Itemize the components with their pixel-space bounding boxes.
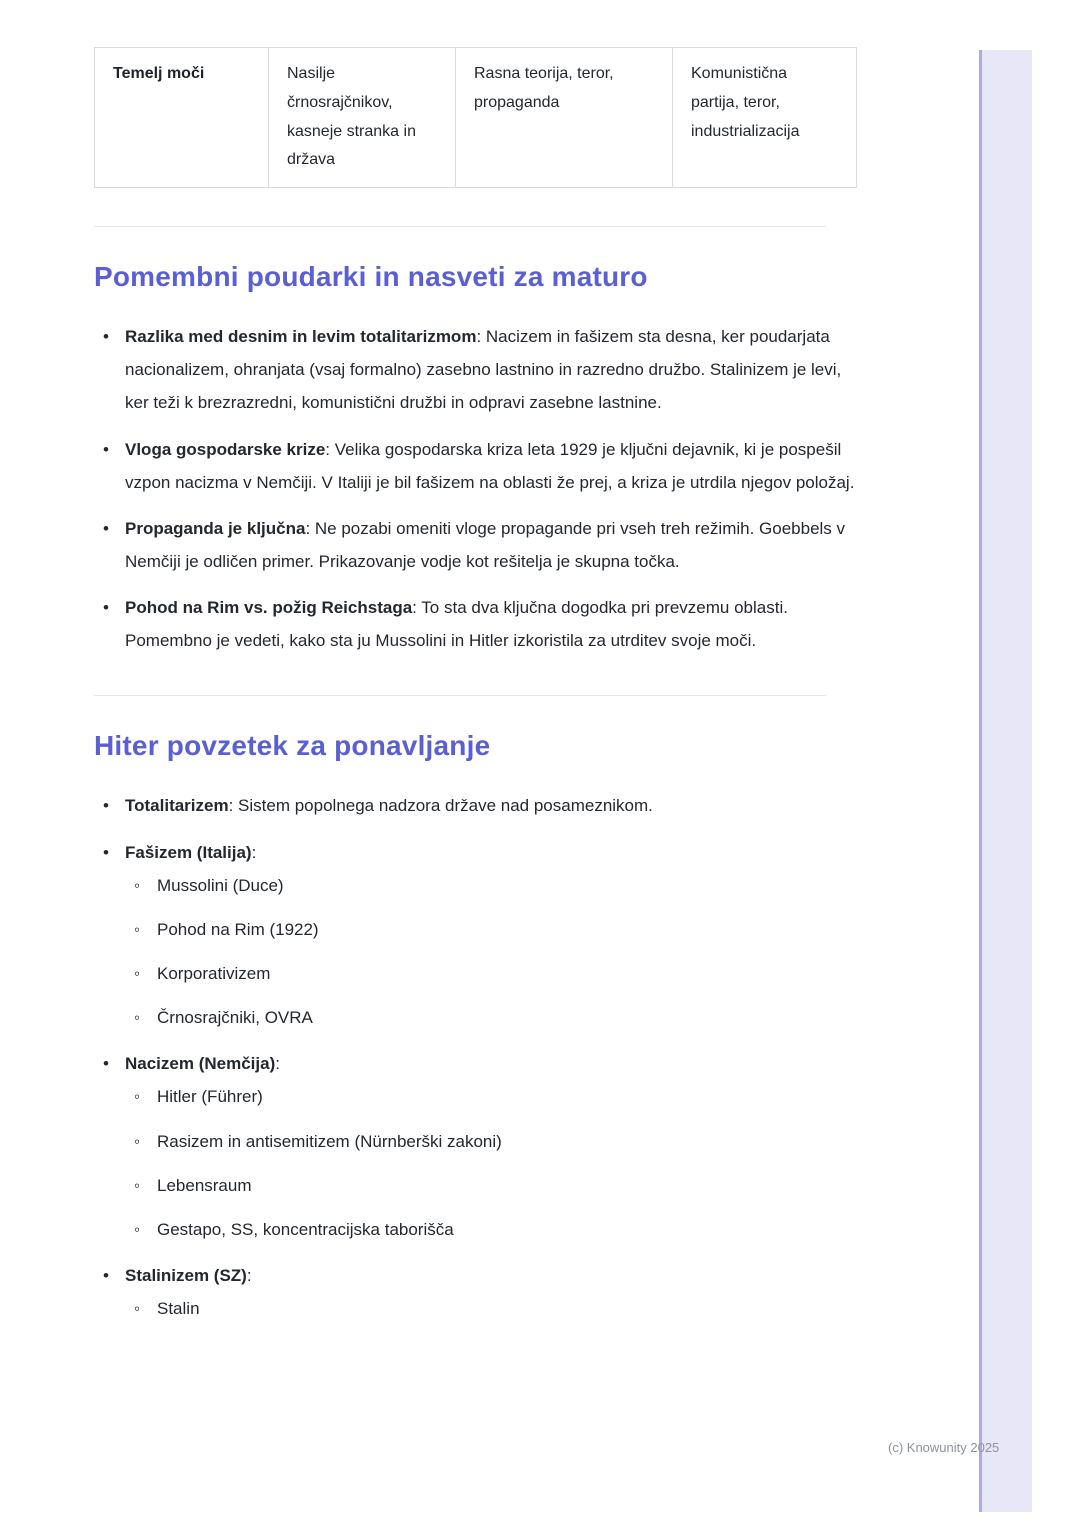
summary-sub-item: ◦ Stalin: [125, 1292, 856, 1325]
table-cell-nazism: Rasna teorija, teror, propaganda: [456, 48, 673, 188]
sub-list: [125, 869, 856, 1035]
bullet-text: : Ne pozabi omeniti vloge propagande pri vseh treh režimih. Goebbels v Nemčiji je odličen primer. Prikazovanje vodje kot rešitelja je skupna točka.: [125, 518, 846, 572]
bullet-lead: Stalinizem (SZ): [125, 1266, 247, 1285]
page-edge-strip: [979, 50, 1032, 1512]
table-cell-stalinism: Komunistična partija, teror, industrializacija: [673, 48, 857, 188]
summary-item: [94, 1047, 856, 1246]
tip-item: [94, 512, 856, 578]
summary-list: [94, 789, 856, 1325]
summary-item: [94, 1259, 856, 1325]
bullet-lead: Totalitarizem: [125, 796, 229, 816]
summary-sub-item: ◦ Črnosrajčniki, OVRA: [125, 1001, 856, 1034]
bullet-text: : Nacizem in fašizem sta desna, ker poudarjata nacionalizem, ohranjata (vsaj formalno) zasebno lastnino in razredno družbo. Stalinizem je levi, ker teži k brezrazredni, komunistični družbi in odpravi zasebne lastnine.: [125, 327, 842, 413]
bullet-text: : Sistem popolnega nadzora države nad posameznikom.: [228, 796, 653, 816]
bullet-lead: Vloga gospodarske krize: [125, 439, 326, 459]
sub-list: [125, 1080, 856, 1246]
bullet-lead: Propaganda je ključna: [125, 518, 306, 538]
bullet-text: :: [251, 842, 257, 862]
tips-list: [94, 320, 856, 657]
table-row-header: Temelj moči: [95, 48, 269, 188]
tip-item: [94, 591, 856, 657]
bullet-lead: Fašizem (Italija): [125, 842, 252, 862]
summary-item: [94, 789, 856, 822]
summary-sub-item: ◦ Lebensraum: [125, 1169, 856, 1202]
bullet-text: :: [275, 1054, 280, 1074]
bullet-text: : Velika gospodarska kriza leta 1929 je ključni dejavnik, ki je pospešil vzpon nacizma v Nemčiji. V Italiji je bil fašizem na oblasti že prej, a kriza je utrdila njegov položaj.: [125, 439, 855, 492]
summary-sub-item: ◦ Korporativizem: [125, 957, 856, 990]
bullet-text: :: [246, 1266, 252, 1285]
table-cell-fascism: Nasilje črnosrajčnikov, kasneje stranka in država: [269, 48, 456, 188]
table-row: [95, 48, 857, 188]
summary-item: [94, 836, 856, 1035]
tip-item: [94, 433, 856, 499]
summary-sub-item: ◦ Gestapo, SS, koncentracijska taborišča: [125, 1213, 856, 1246]
bullet-lead: Pohod na Rim vs. požig Reichstaga: [125, 598, 413, 618]
comparison-table: [94, 47, 857, 188]
tip-item: [94, 320, 856, 419]
bullet-lead: Razlika med desnim in levim totalitarizmom: [125, 327, 477, 347]
section-title-tips: Pomembni poudarki in nasveti za maturo: [94, 261, 648, 293]
section-title-summary: Hiter povzetek za ponavljanje: [94, 730, 491, 762]
summary-sub-item: ◦ Mussolini (Duce): [125, 869, 856, 902]
copyright-watermark: (c) Knowunity 2025: [888, 1440, 1000, 1455]
bullet-lead: Nacizem (Nemčija): [125, 1054, 276, 1074]
section-divider: [94, 695, 826, 696]
section-divider: [94, 226, 826, 227]
document-content: [94, 0, 856, 1338]
summary-sub-item: ◦ Hitler (Führer): [125, 1080, 856, 1113]
summary-sub-item: ◦ Pohod na Rim (1922): [125, 913, 856, 946]
summary-sub-item: ◦ Rasizem in antisemitizem (Nürnberški zakoni): [125, 1125, 856, 1158]
sub-list: [125, 1292, 856, 1325]
bullet-text: : To sta dva ključna dogodka pri prevzemu oblasti. Pomembno je vedeti, kako sta ju Mussolini in Hitler izkoristila za utrditev svoje moči.: [125, 598, 788, 651]
